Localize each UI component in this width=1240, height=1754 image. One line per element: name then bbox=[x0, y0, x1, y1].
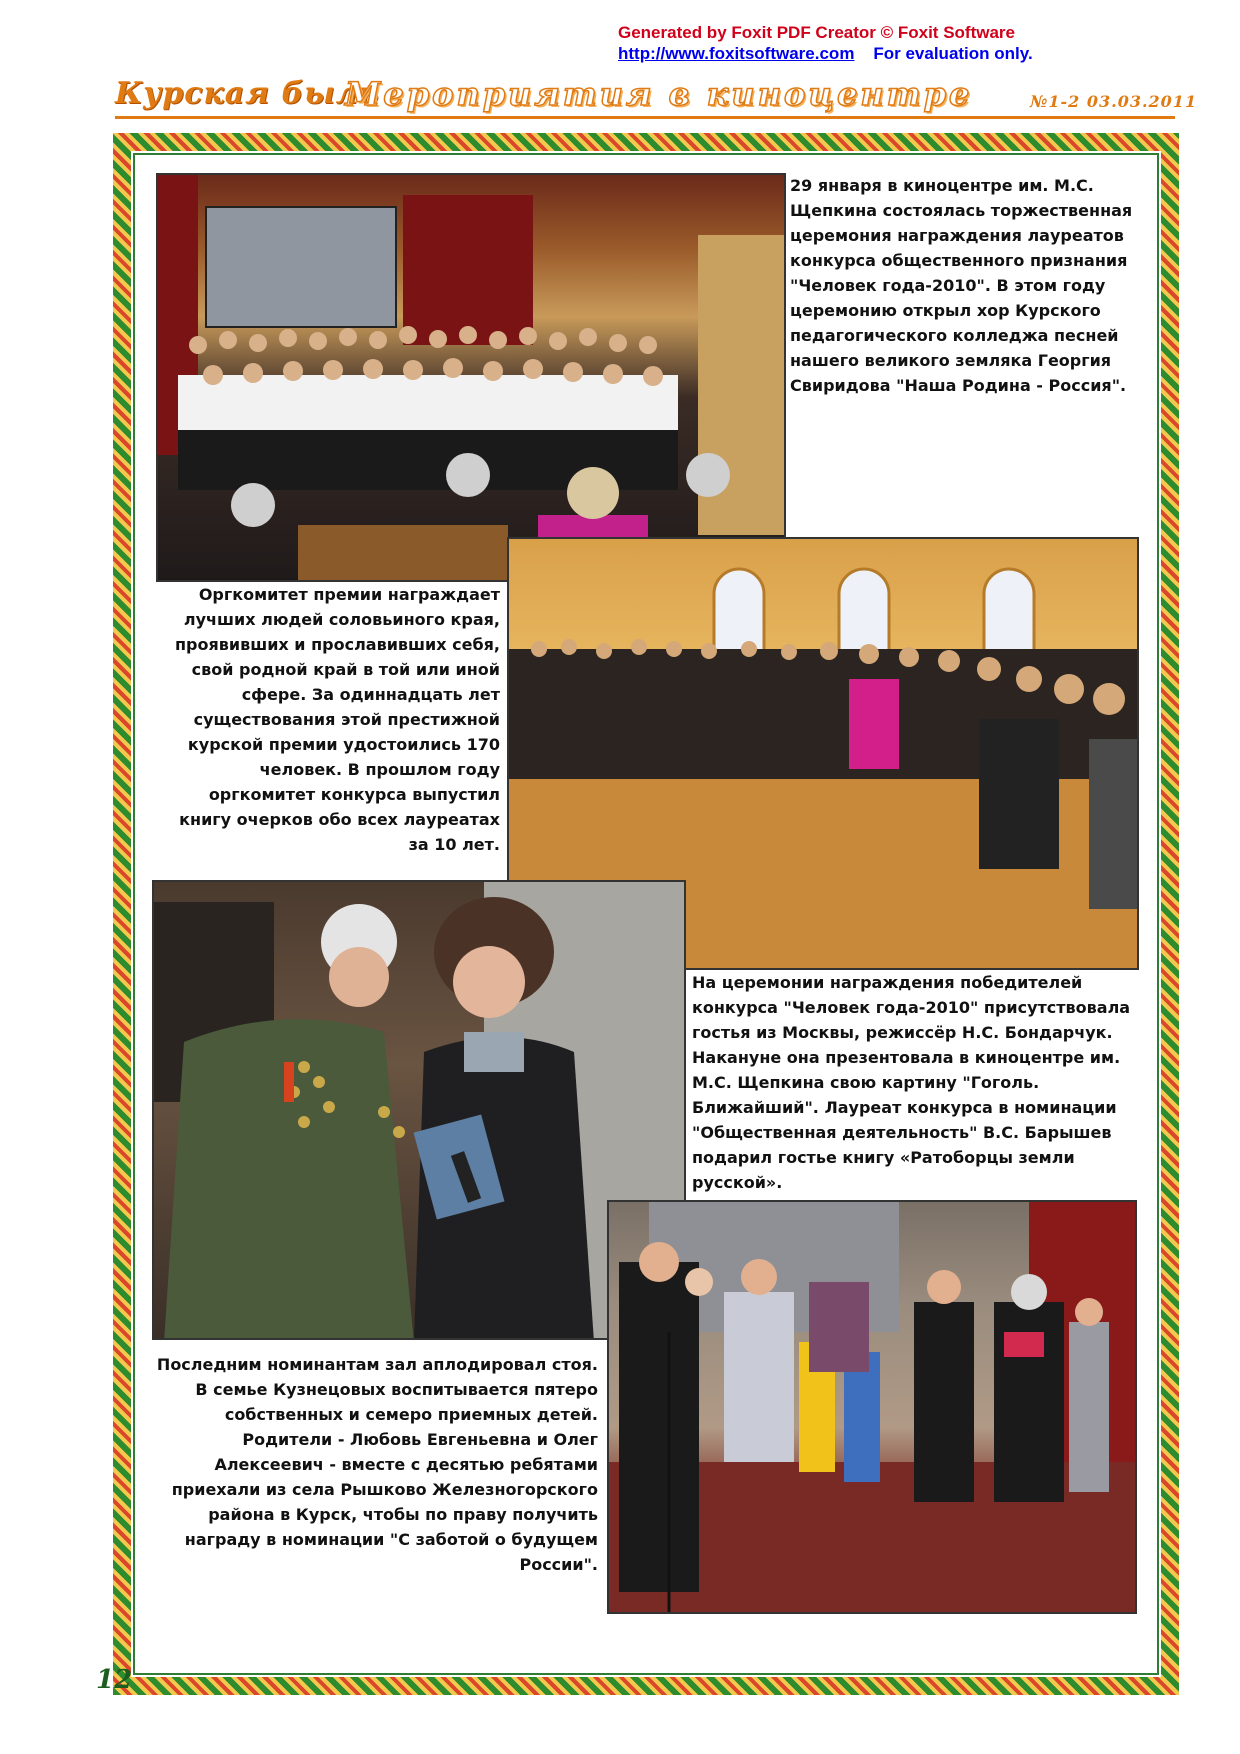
choir-scene-image bbox=[158, 175, 786, 582]
caption-guest: На церемонии награждения победителей конкурса "Человек года-2010" присутствовала гостья из Москвы, режиссёр Н.С. Бондарчук. Накануне она презентовала в киноцентре им. М.С. Щепкина свою картину "Гоголь. Ближайший". Лауреат конкурса в номинации "Общественная деятельность" В.С. Барышев подарил гостье книгу «Ратоборцы земли русской». bbox=[692, 973, 1131, 1192]
photo-choir bbox=[156, 173, 786, 582]
watermark-url[interactable]: http://www.foxitsoftware.com bbox=[618, 44, 855, 63]
photo-family bbox=[607, 1200, 1137, 1614]
header-rule bbox=[115, 116, 1175, 119]
page-number: 12 bbox=[96, 1665, 133, 1695]
family-scene-image bbox=[609, 1202, 1137, 1614]
brand-logo: Курская быль bbox=[115, 76, 380, 111]
photo-veteran-guest bbox=[152, 880, 686, 1340]
watermark-line1: Generated by Foxit PDF Creator © Foxit Software bbox=[618, 23, 1015, 42]
caption-family: Последним номинантам зал аплодировал стоя. В семье Кузнецовых воспитывается пятеро собственных и семеро приемных детей. Родители - Любовь Евгеньевна и Олег Алексеевич - вместе с десятью ребятами приехали из села Рышково Железногорского района в Курск, чтобы по праву получить награду в номинации "С заботой о будущем России". bbox=[156, 1355, 598, 1574]
caption-organizing-committee: Оргкомитет премии награждает лучших людей соловьиного края, проявивших и прославивших себя, свой родной край в той или иной сфере. За одиннадцать лет существования этой престижной курской премии удостоились 170 человек. В прошлом году оргкомитет конкурса выпустил книгу очерков обо всех лауреатах за 10 лет. bbox=[174, 585, 500, 854]
page-title: Мероприятия в киноцентре bbox=[345, 75, 973, 113]
foxit-watermark bbox=[618, 22, 1033, 64]
watermark-eval: For evaluation only. bbox=[873, 44, 1033, 63]
caption-choir: 29 января в киноцентре им. М.С. Щепкина состоялась торжественная церемония награждения лауреатов конкурса общественного признания "Человек года-2010". В этом году церемонию открыл хор Курского педагогического колледжа песней нашего великого земляка Георгия Свиридова "Наша Родина - Россия". bbox=[790, 176, 1133, 395]
issue-date: №1-2 03.03.2011 bbox=[1030, 92, 1198, 111]
